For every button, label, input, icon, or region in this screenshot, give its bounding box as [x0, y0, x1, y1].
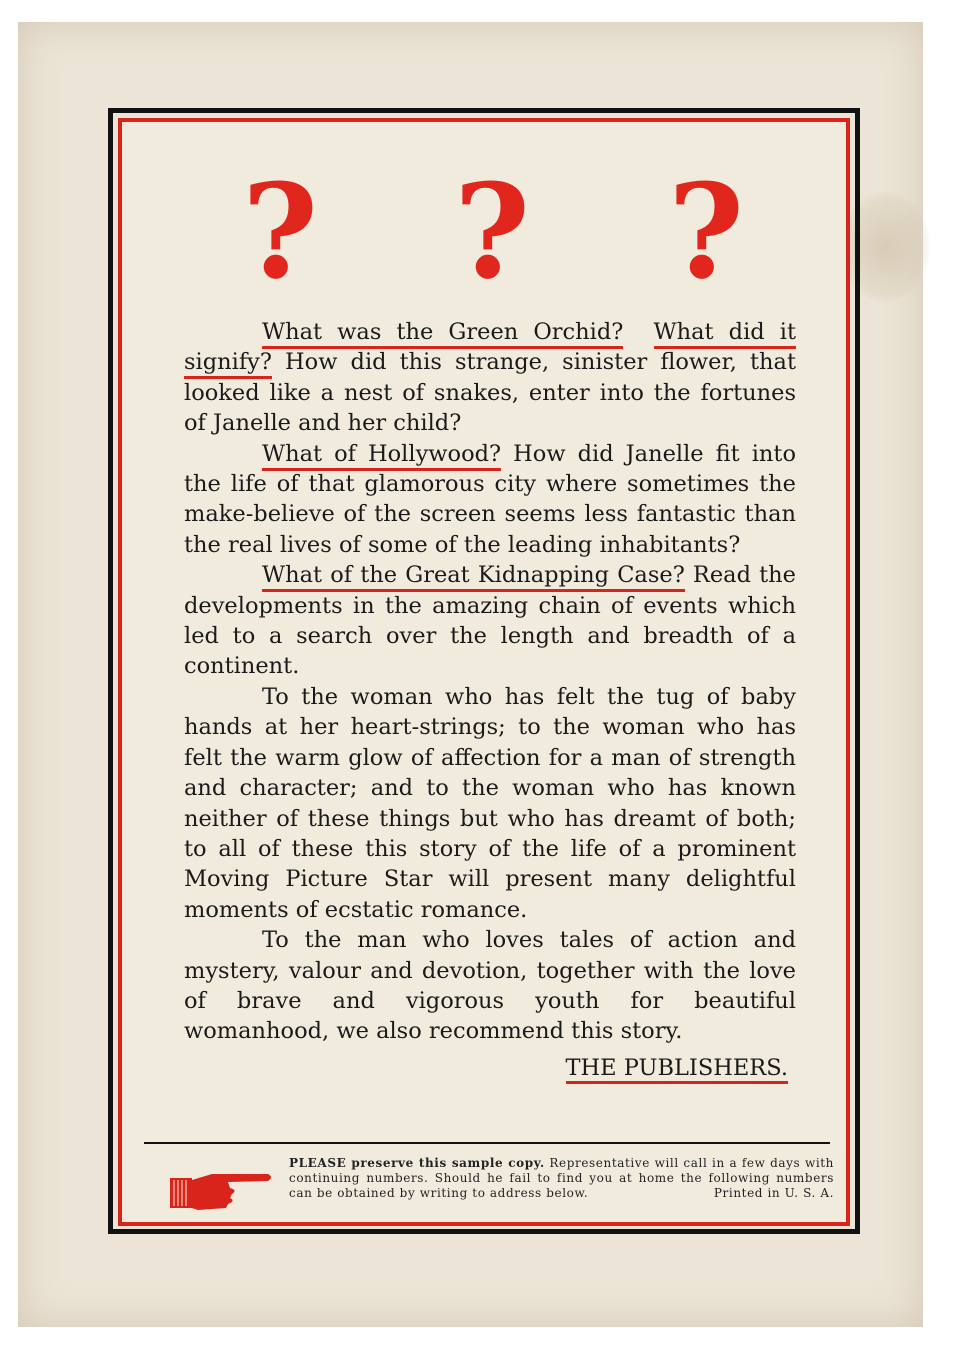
footnote-body: Representative will call in a few days with continuing numbers. Should he fail to find you at home the following numbers can be obtained by writing to address below.: [289, 1156, 835, 1200]
question-mark: ?: [668, 155, 745, 308]
pointing-hand-icon: [168, 1164, 278, 1214]
footnote-text: [289, 1156, 834, 1201]
footer-divider: [144, 1142, 830, 1144]
underlined-question: What did it signify?: [184, 319, 796, 379]
paragraph-green-orchid: [184, 317, 796, 439]
paragraph-kidnapping: [184, 560, 796, 682]
underlined-question: What of the Great Kidnapping Case?: [262, 562, 685, 592]
red-border-frame: [118, 118, 850, 1226]
signature-text: THE PUBLISHERS.: [566, 1055, 788, 1084]
underlined-question: What was the Green Orchid?: [262, 319, 623, 349]
paragraph-text: How did this strange, sinister flower, that looked like a nest of snakes, enter into the fortunes of Janelle and her child?: [184, 349, 796, 437]
question-mark: ?: [454, 155, 531, 308]
footnote-lead: PLEASE preserve this sample copy.: [289, 1156, 545, 1170]
promo-text: [184, 317, 796, 1083]
question-marks-row: [122, 155, 846, 308]
paragraph-man: To the man who loves tales of action and mystery, valour and devotion, together with the love of brave and vigorous youth for beautiful womanhood, we also recommend this story.: [184, 927, 796, 1045]
footer-notice: [144, 1150, 834, 1220]
paragraph-text: How did Janelle fit into the life of that glamorous city where sometimes the make-believe of the screen seems less fantastic than the real lives of some of the leading inhabitants?: [184, 440, 796, 558]
signature: [184, 1053, 796, 1083]
paragraph-hollywood: [184, 439, 796, 561]
question-mark: ?: [242, 155, 319, 308]
paragraph-text: Read the developments in the amazing chain of events which led to a search over the length and breadth of a continent.: [184, 562, 796, 680]
underlined-question: What of Hollywood?: [262, 441, 501, 471]
printed-in-usa: Printed in U. S. A.: [713, 1186, 834, 1200]
paragraph-woman: To the woman who has felt the tug of baby hands at her heart-strings; to the woman who has felt the warm glow of affection for a man of strength and character; and to the woman who has known neither of these things but who has dreamt of both; to all of these this story of the life of a prominent Moving Picture Star will present many delightful moments of ecstatic romance.: [184, 683, 796, 923]
